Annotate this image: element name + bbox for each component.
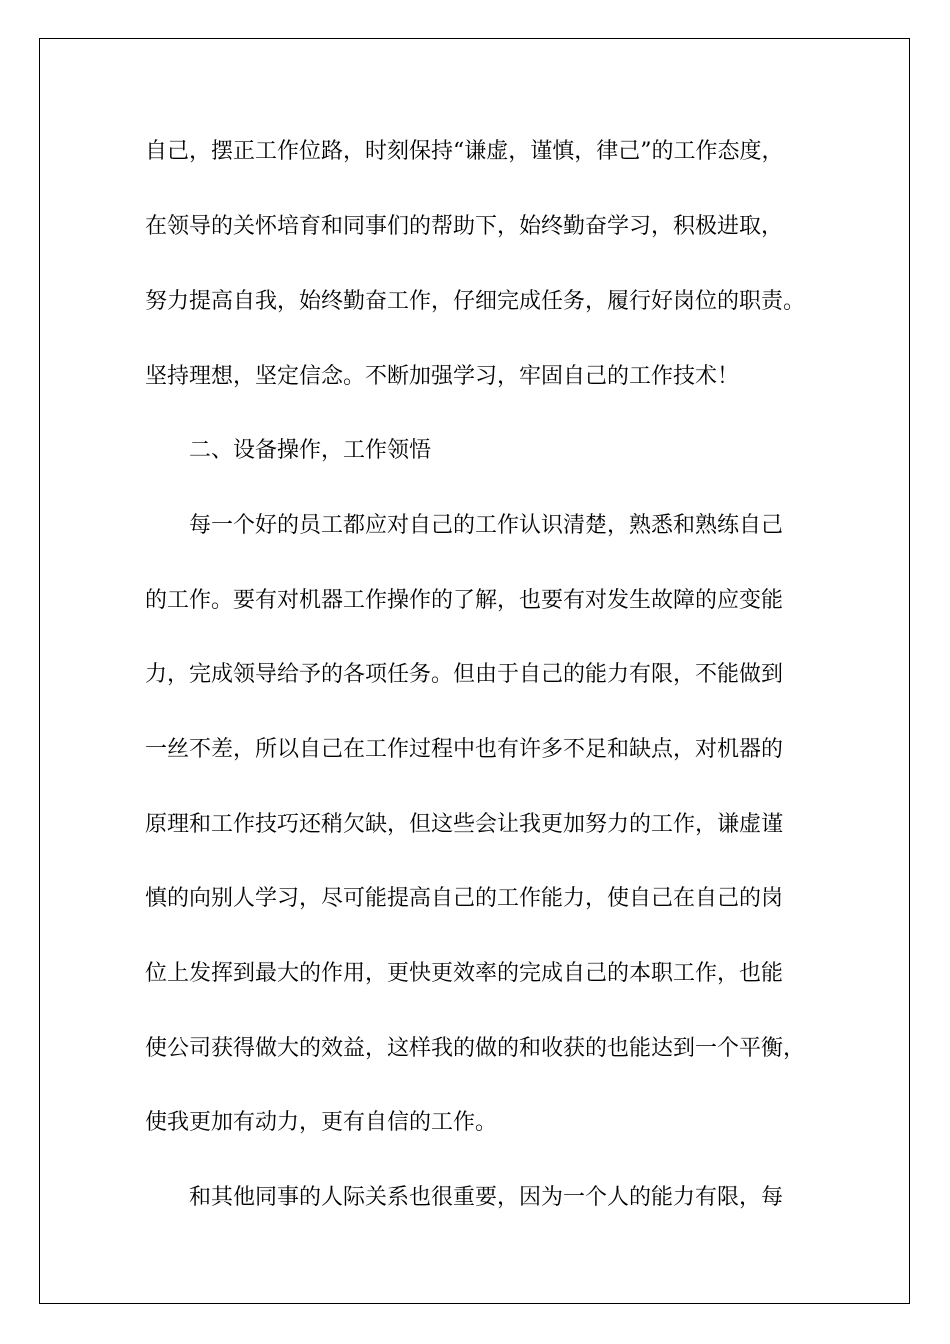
text-line-8: 力，完成领导给予的各项任务。但由于自己的能力有限，不能做到: [145, 662, 784, 687]
text-line-10: 原理和工作技巧还稍欠缺，但这些会让我更加努力的工作，谦虚谨: [145, 812, 784, 837]
text-line-12: 位上发挥到最大的作用，更快更效率的完成自己的本职工作，也能: [145, 961, 784, 986]
text-line-3: 努力提高自我，始终勤奋工作，仔细完成任务，履行好岗位的职责。: [145, 289, 806, 314]
text-line-7: 的工作。要有对机器工作操作的了解，也要有对发生故障的应变能: [145, 588, 784, 613]
text-line-11: 慎的向别人学习，尽可能提高自己的工作能力，使自己在自己的岗: [145, 886, 784, 911]
section-heading: 二、设备操作，工作领悟: [189, 438, 432, 463]
text-line-13: 使公司获得做大的效益，这样我的做的和收获的也能达到一个平衡，: [145, 1036, 806, 1061]
text-line-9: 一丝不差，所以自己在工作过程中也有许多不足和缺点，对机器的: [145, 737, 784, 762]
text-line-1: 自己，摆正工作位路，时刻保持“谦虚，谨慎，律己”的工作态度，: [145, 139, 784, 164]
text-line-14: 使我更加有动力，更有自信的工作。: [145, 1110, 498, 1135]
text-line-2: 在领导的关怀培育和同事们的帮助下，始终勤奋学习，积极进取，: [145, 214, 784, 239]
text-line-4: 坚持理想，坚定信念。不断加强学习，牢固自己的工作技术！: [145, 364, 740, 389]
text-line-15: 和其他同事的人际关系也很重要，因为一个人的能力有限，每: [189, 1185, 784, 1210]
text-line-6: 每一个好的员工都应对自己的工作认识清楚，熟悉和熟练自己: [189, 513, 784, 538]
